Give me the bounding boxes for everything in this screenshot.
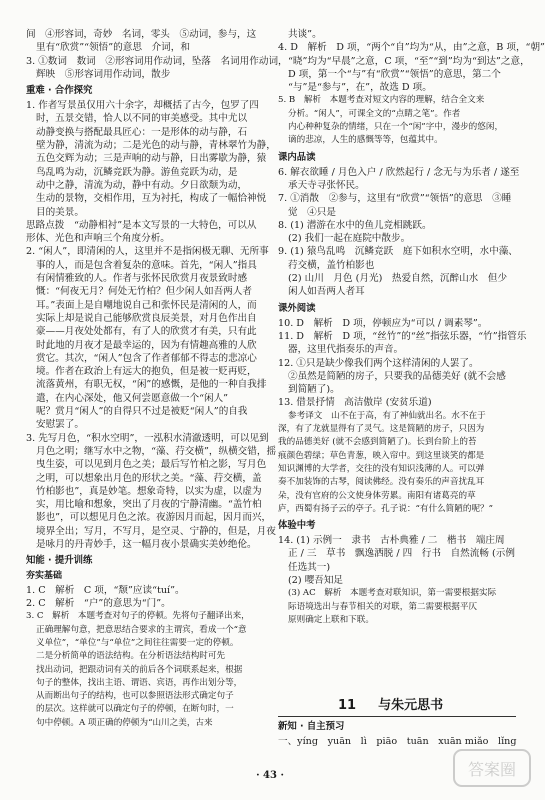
- text-line: 分析。“闲人”，可课全文的“点睛之笔”。作者: [288, 108, 461, 119]
- text-line: 奏不加装饰的古琴，阅读佛经。没有奏乐的声音扰乱耳: [278, 477, 485, 488]
- lesson-title: [338, 694, 443, 713]
- text-line: (2) 我们一起在庭院中散步。: [288, 233, 411, 245]
- text-line: 境界全出；写月，不写月，是空灵、宁静的，但是，月夜: [36, 525, 276, 537]
- lesson-number: 11: [338, 698, 357, 713]
- text-line: 从而断出句子的结构，也可以参照语法形式确定句子: [36, 691, 234, 702]
- text-line: ②虽然是简陋的房子，只要我的品德美好 (就不会感: [288, 370, 506, 382]
- text-line: 间 ④形容词，奇妙 名词，零头 ⑤动词，参与，这: [26, 29, 257, 40]
- text-line: 之明，可以想象出月色的形状之美。“藻、荇交横，盖: [36, 472, 262, 484]
- text-line: (3) AC 解析 本题考查对联知识，第一需要根据实际: [288, 588, 497, 599]
- right-column: [278, 28, 545, 627]
- text-line: 竹柏影也”，真是妙笔。想象奇特，以实为虚，以虚为: [36, 485, 262, 497]
- text-line: 遣，在内心深处，他又何尝愿意做一个“闲人”: [36, 392, 229, 404]
- text-line: 里有“欣赏”“领悟”的意思 介词，和: [36, 42, 190, 54]
- text-line: 3. ①数词 数词 ②形容词用作动词，坠落 名词用作动词，: [26, 55, 288, 67]
- text-line: 14. (1) 示例一 隶书 古朴典雅 / 二 楷书 端庄周: [278, 535, 505, 547]
- text-line: 我的品德美好 (就不会感到简陋了)。长到台阶上的苔: [278, 437, 477, 448]
- text-line: D 项，第一个“与”有“欣赏”“领悟”的意思，第二个: [288, 68, 501, 80]
- text-line: 事的人，而是包含着复杂的意味。首先，“闲人”指具: [36, 259, 257, 271]
- watermark-text: 答案圈: [467, 760, 517, 779]
- text-line: 知识渊博的大学者，交往的没有知识浅薄的人。可以弹: [278, 463, 485, 474]
- lesson-header: [278, 694, 516, 748]
- text-line: 觉 ④只是: [288, 206, 336, 218]
- text-line: 影也”，可以想见月色之浓。夜游因月而起，因月而兴，: [36, 512, 272, 524]
- text-line: 动静变换与搭配最具匠心：一是形体的动与静，石: [36, 126, 248, 138]
- text-line: 到简陋了)。: [288, 384, 340, 396]
- text-line: 五色交辉为动；三是声响的动与静，日出雾歇为静，猿: [36, 153, 267, 165]
- text-line: (2) 山川 月色 (月光) 热爱自然，沉醉山水 但少: [288, 273, 508, 285]
- text-line: 谪的悲凉，人生的感慨等等，包蕴其中。: [288, 135, 443, 146]
- text-line: 耳。”表面上是自嘲地说自己和张怀民是清闲的人，而: [36, 299, 257, 311]
- left-column: [26, 28, 288, 730]
- text-line: 的层次。这样就可以确定句子的停顿，在断句时，一: [36, 704, 234, 715]
- text-line: 有闲情雅致的人。作者与张怀民欣赏月夜景致时感: [36, 273, 248, 285]
- text-line: 慨：“何夜无月？何处无竹柏？但少闲人如吾两人者: [36, 286, 252, 298]
- pinyin-line: 一、yíng yuān lì piāo tuān xuān miǎo lǐng: [278, 736, 517, 747]
- text-line: 壁为静，清流为动；二是光色的动与静，青林翠竹为静，: [36, 140, 276, 152]
- text-line: 生动的景物，交相作用，互为衬托，构成了一幅恰神悦: [36, 193, 267, 205]
- watermark-logo-icon: [452, 744, 532, 792]
- section-heading: 知能 · 提升训练: [26, 555, 93, 567]
- text-line: 10. D 解析 D 项，停顿应为“可以 / 调素琴”。: [278, 317, 488, 329]
- text-line: 实，用比喻和想象，突出了月夜的宁静清幽。“盖竹柏: [36, 499, 262, 511]
- text-line: 时，五景交错，恰人以不同的审美感受。其中尤以: [36, 113, 248, 125]
- lesson-name: 与朱元思书: [378, 698, 444, 713]
- text-line: 目的美景。: [36, 206, 84, 218]
- text-line: 义单位”，“单位”与“单位”之间往往需要一定的停顿。: [36, 637, 239, 648]
- text-line: 2. “闲人”，即清闲的人，这里并不是指闲极无聊、无所事: [26, 246, 269, 258]
- text-line: 正确理解句意，把意思结合要求的主谓宾，看成一个“意: [36, 624, 247, 635]
- text-line: 11. D 解析 D 项，“丝竹”的“丝”指弦乐器，“竹”指管乐: [278, 330, 527, 342]
- text-line: 2. C 解析 “户”的意思为“门”。: [26, 598, 171, 610]
- text-line: “晓”均为“早晨”之意，C 项，“至”“到”均为“到达”之意，: [288, 55, 530, 67]
- text-line: 赏它。其次，“闲人”包含了作者郁郁不得志的悲凉心: [36, 352, 257, 364]
- text-line: 3. 先写月色，“积水空明”，一泓积水清澈透明，可以见到: [26, 432, 269, 444]
- text-line: 闲人如吾两人者耳: [288, 286, 365, 298]
- section-heading: 体验中考: [278, 520, 316, 532]
- text-line: 安慰罢了。: [36, 419, 84, 431]
- section-heading: 重难 · 合作探究: [26, 85, 93, 97]
- text-line: 9. (1) 猿鸟乱鸣 沉鳞竞跃 庭下如积水空明，水中藻、: [278, 246, 518, 258]
- text-line: 动中之静，清流为动，静中有动。夕日欲颓为动，: [36, 179, 248, 191]
- text-line: 4. D 解析 D 项，“两个“自”均为“从，由”之意，B 项，“朝”: [278, 42, 545, 54]
- text-line: 器，这里代指奏乐的声音。: [288, 344, 404, 356]
- section-heading: 新知 · 自主预习: [278, 721, 345, 732]
- text-line: 呢？赏月“闲人”的自得只不过是被贬“闲人”的自我: [36, 406, 248, 418]
- text-line: 5. B 解析 本题考查对短文内容的理解，结合全文来: [278, 95, 485, 106]
- text-line: 境。作者在政治上有远大的抱负，但是被一贬再贬，: [36, 366, 257, 378]
- text-line: 鸟乱鸣为动，沉鳞竞跃为静。游鱼竞跃为动，是: [36, 166, 238, 178]
- subsection-heading: 夯实基础: [26, 571, 63, 582]
- text-line: 思路点拨 “动静相衬”是本文写景的一大特色，可以从: [26, 219, 257, 231]
- text-line: 深，有了龙就显得有了灵气。这是简陋的房子，只因为: [278, 424, 485, 435]
- text-line: 际语境选出与春节相关的对联，第二需要根据平仄: [288, 601, 478, 612]
- text-line: 共谈”。: [288, 29, 322, 40]
- text-line: 1. 作者写景虽仅用六十余字，却概括了古今，包罗了四: [26, 100, 259, 112]
- text-line: 内心种种复杂的情绪，只在一个“闲”字中，漫步的悠闲，: [288, 122, 504, 133]
- text-line: 8. (1) 潜游在水中的鱼儿竞相跳跃。: [278, 219, 432, 231]
- lesson-title-row: [278, 694, 516, 714]
- text-line: 形体、光色和声响三个角度分析。: [26, 233, 170, 245]
- text-line: 痕颜色碧绿；草色青葱，映入帘中。到这里谈笑的都是: [278, 450, 485, 461]
- text-line: “与”是“参与”，在”，故选 D 项。: [288, 82, 432, 94]
- text-line: 流落黄州，有职无权，“闲”的感慨，是他的一种自我排: [36, 379, 267, 391]
- text-line: 辉映 ⑤形容词用作动词，散步: [36, 68, 171, 80]
- text-line: 月色之明；继写水中之物，“藻、荇交横”，纵横交错，摇: [36, 445, 277, 457]
- text-line: 承天寺寻张怀民。: [288, 179, 365, 191]
- text-line: 原则确定上联和下联。: [288, 614, 374, 625]
- section-heading: 课内品读: [278, 151, 316, 163]
- text-line: 3. C 解析 本题考查对句子的停顿。先将句子翻译出来，: [26, 611, 250, 622]
- text-line: 时此地的月夜才是最幸运的，因为有情趣高雅的人欣: [36, 339, 257, 351]
- text-line: 曳生姿，可以见到月色之美；最后写竹柏之影，写月色: [36, 459, 267, 471]
- text-line: 正 / 三 草书 飘逸洒脱 / 四 行书 自然流畅 (示例: [288, 548, 515, 560]
- section-heading: 课外阅读: [278, 302, 316, 314]
- text-line: 庐，西蜀有扬子云的亭子。孔子说：“有什么简陋的呢？”: [278, 503, 494, 514]
- text-line: 参考译文 山不在于高，有了神仙就出名。水不在于: [288, 410, 486, 421]
- text-line: 二是分析简单的语法结构。在分析语法结构时可先: [36, 651, 226, 662]
- text-line: 任选其一): [288, 561, 331, 573]
- text-line: 找出动词，把跟动词有关的前后各个词联系起来，根据: [36, 664, 243, 675]
- text-line: 句中停顿。A 项正确的停顿为“山川之美，古来: [36, 717, 213, 728]
- divider: [278, 716, 516, 717]
- text-line: 12. ①只是缺少像我们两个这样清闲的人罢了。: [278, 357, 479, 369]
- text-line: 7. ①消散 ②参与，这里有“欣赏”“领悟”的意思 ③睡: [278, 193, 512, 205]
- text-line: 句子的整体，找出主语、谓语、宾语，再作出划分等，: [36, 677, 243, 688]
- text-line: 6. 解衣欲睡 / 月色入户 / 欣然起行 / 念无与为乐者 / 遂至: [278, 166, 520, 178]
- text-line: 13. 借景抒情 高洁傲岸 (安贫乐道): [278, 397, 432, 409]
- text-line: 是咏月的丹青妙手，这一幅月夜小景确实美妙绝伦。: [36, 538, 257, 550]
- text-line: 实际上却是说自己能够欣赏良辰美景，对月色作出自: [36, 312, 257, 324]
- page-number: · 43 ·: [256, 770, 284, 781]
- text-line: 1. C 解析 C 项，“颓”应读“tuí”。: [26, 584, 185, 596]
- text-line: 朵，没有官府的公文使身体劳累。南阳有诸葛亮的草: [278, 490, 476, 501]
- text-line: 荇交横，盖竹柏影也: [288, 259, 375, 271]
- text-line: 豪——月夜处处都有，有了人的欣赏才有美，只有此: [36, 326, 257, 338]
- text-line: (2) 嘤吾知足: [288, 574, 344, 586]
